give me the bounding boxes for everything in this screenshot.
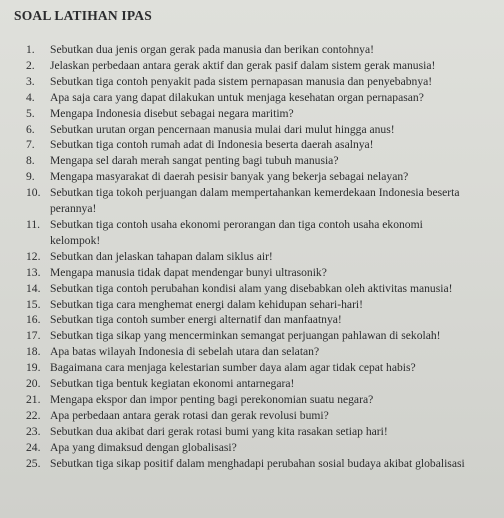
question-number: 8. — [26, 154, 35, 168]
question-text: Sebutkan tiga tokoh perjuangan dalam mempertahankan kemerdekaan Indonesia beserta perannya! — [50, 186, 460, 216]
question-text: Jelaskan perbedaan antara gerak aktif dan gerak pasif dalam sistem gerak manusia! — [50, 58, 436, 72]
question-text: Sebutkan tiga contoh usaha ekonomi perorangan dan tiga contoh usaha ekonomi kelompok! — [50, 217, 423, 247]
question-text: Mengapa ekspor dan impor penting bagi perekonomian suatu negara? — [50, 392, 374, 406]
question-item — [26, 297, 496, 313]
question-text: Sebutkan tiga contoh rumah adat di Indonesia beserta daerah asalnya! — [50, 138, 374, 152]
question-text: Mengapa Indonesia disebut sebagai negara maritim? — [50, 106, 294, 120]
question-number: 4. — [26, 90, 35, 104]
question-item — [26, 440, 496, 456]
question-number: 10. — [26, 186, 41, 200]
question-item — [26, 328, 496, 344]
question-item — [26, 169, 496, 185]
question-text: Sebutkan dan jelaskan tahapan dalam siklus air! — [50, 249, 273, 263]
question-number: 2. — [26, 58, 35, 72]
question-text: Apa batas wilayah Indonesia di sebelah utara dan selatan? — [50, 345, 320, 359]
question-item — [26, 185, 496, 217]
question-number: 22. — [26, 408, 41, 422]
question-number: 16. — [26, 313, 41, 327]
question-text: Apa saja cara yang dapat dilakukan untuk menjaga kesehatan organ pernapasan? — [50, 90, 424, 104]
question-text: Sebutkan dua akibat dari gerak rotasi bumi yang kita rasakan setiap hari! — [50, 424, 388, 438]
question-item — [26, 90, 496, 106]
question-number: 25. — [26, 456, 41, 470]
question-item — [26, 42, 496, 58]
question-item — [26, 137, 496, 153]
question-text: Sebutkan urutan organ pencernaan manusia mulai dari mulut hingga anus! — [50, 122, 395, 136]
question-item — [26, 408, 496, 424]
question-item — [26, 360, 496, 376]
question-item — [26, 249, 496, 265]
question-item — [26, 312, 496, 328]
question-number: 19. — [26, 361, 41, 375]
question-text: Sebutkan tiga cara menghemat energi dalam kehidupan sehari-hari! — [50, 297, 364, 311]
question-number: 1. — [26, 43, 35, 56]
question-text: Apa yang dimaksud dengan globalisasi? — [50, 440, 237, 454]
question-item — [26, 153, 496, 169]
question-text: Sebutkan tiga contoh sumber energi alternatif dan manfaatnya! — [50, 313, 342, 327]
question-text: Sebutkan tiga bentuk kegiatan ekonomi antarnegara! — [50, 377, 295, 391]
question-item — [26, 122, 496, 138]
question-number: 13. — [26, 265, 41, 279]
worksheet-title: SOAL LATIHAN IPAS — [14, 8, 152, 23]
question-number: 6. — [26, 122, 35, 136]
question-item — [26, 265, 496, 281]
question-number: 5. — [26, 106, 35, 120]
question-number: 17. — [26, 329, 41, 343]
question-number: 23. — [26, 424, 41, 438]
question-item — [26, 106, 496, 122]
question-item — [26, 424, 496, 440]
question-number: 3. — [26, 74, 35, 88]
question-item — [26, 392, 496, 408]
question-item — [26, 456, 496, 472]
question-number: 11. — [26, 217, 41, 231]
question-text: Sebutkan tiga sikap positif dalam menghadapi perubahan sosial budaya akibat globalisasi — [50, 456, 465, 470]
question-number: 24. — [26, 440, 41, 454]
question-item — [26, 281, 496, 297]
question-text: Mengapa sel darah merah sangat penting bagi tubuh manusia? — [50, 154, 339, 168]
question-number: 12. — [26, 249, 41, 263]
question-number: 14. — [26, 281, 41, 295]
question-text: Mengapa masyarakat di daerah pesisir banyak yang bekerja sebagai nelayan? — [50, 170, 409, 184]
question-number: 15. — [26, 297, 41, 311]
question-text: Apa perbedaan antara gerak rotasi dan gerak revolusi bumi? — [50, 408, 329, 422]
question-text: Sebutkan tiga contoh perubahan kondisi alam yang disebabkan oleh aktivitas manusia! — [50, 281, 453, 295]
question-number: 21. — [26, 392, 41, 406]
question-text: Sebutkan tiga sikap yang mencerminkan semangat perjuangan pahlawan di sekolah! — [50, 329, 441, 343]
question-item — [26, 344, 496, 360]
question-text: Bagaimana cara menjaga kelestarian sumber daya alam agar tidak cepat habis? — [50, 361, 416, 375]
question-item — [26, 376, 496, 392]
question-number: 20. — [26, 377, 41, 391]
question-text: Mengapa manusia tidak dapat mendengar bunyi ultrasonik? — [50, 265, 327, 279]
question-list — [12, 42, 496, 471]
question-item — [26, 74, 496, 90]
question-number: 7. — [26, 138, 35, 152]
question-text: Sebutkan tiga contoh penyakit pada sistem pernapasan manusia dan penyebabnya! — [50, 74, 433, 88]
question-text: Sebutkan dua jenis organ gerak pada manusia dan berikan contohnya! — [50, 43, 374, 56]
question-item — [26, 58, 496, 74]
question-number: 18. — [26, 345, 41, 359]
question-item — [26, 217, 496, 249]
question-number: 9. — [26, 170, 35, 184]
